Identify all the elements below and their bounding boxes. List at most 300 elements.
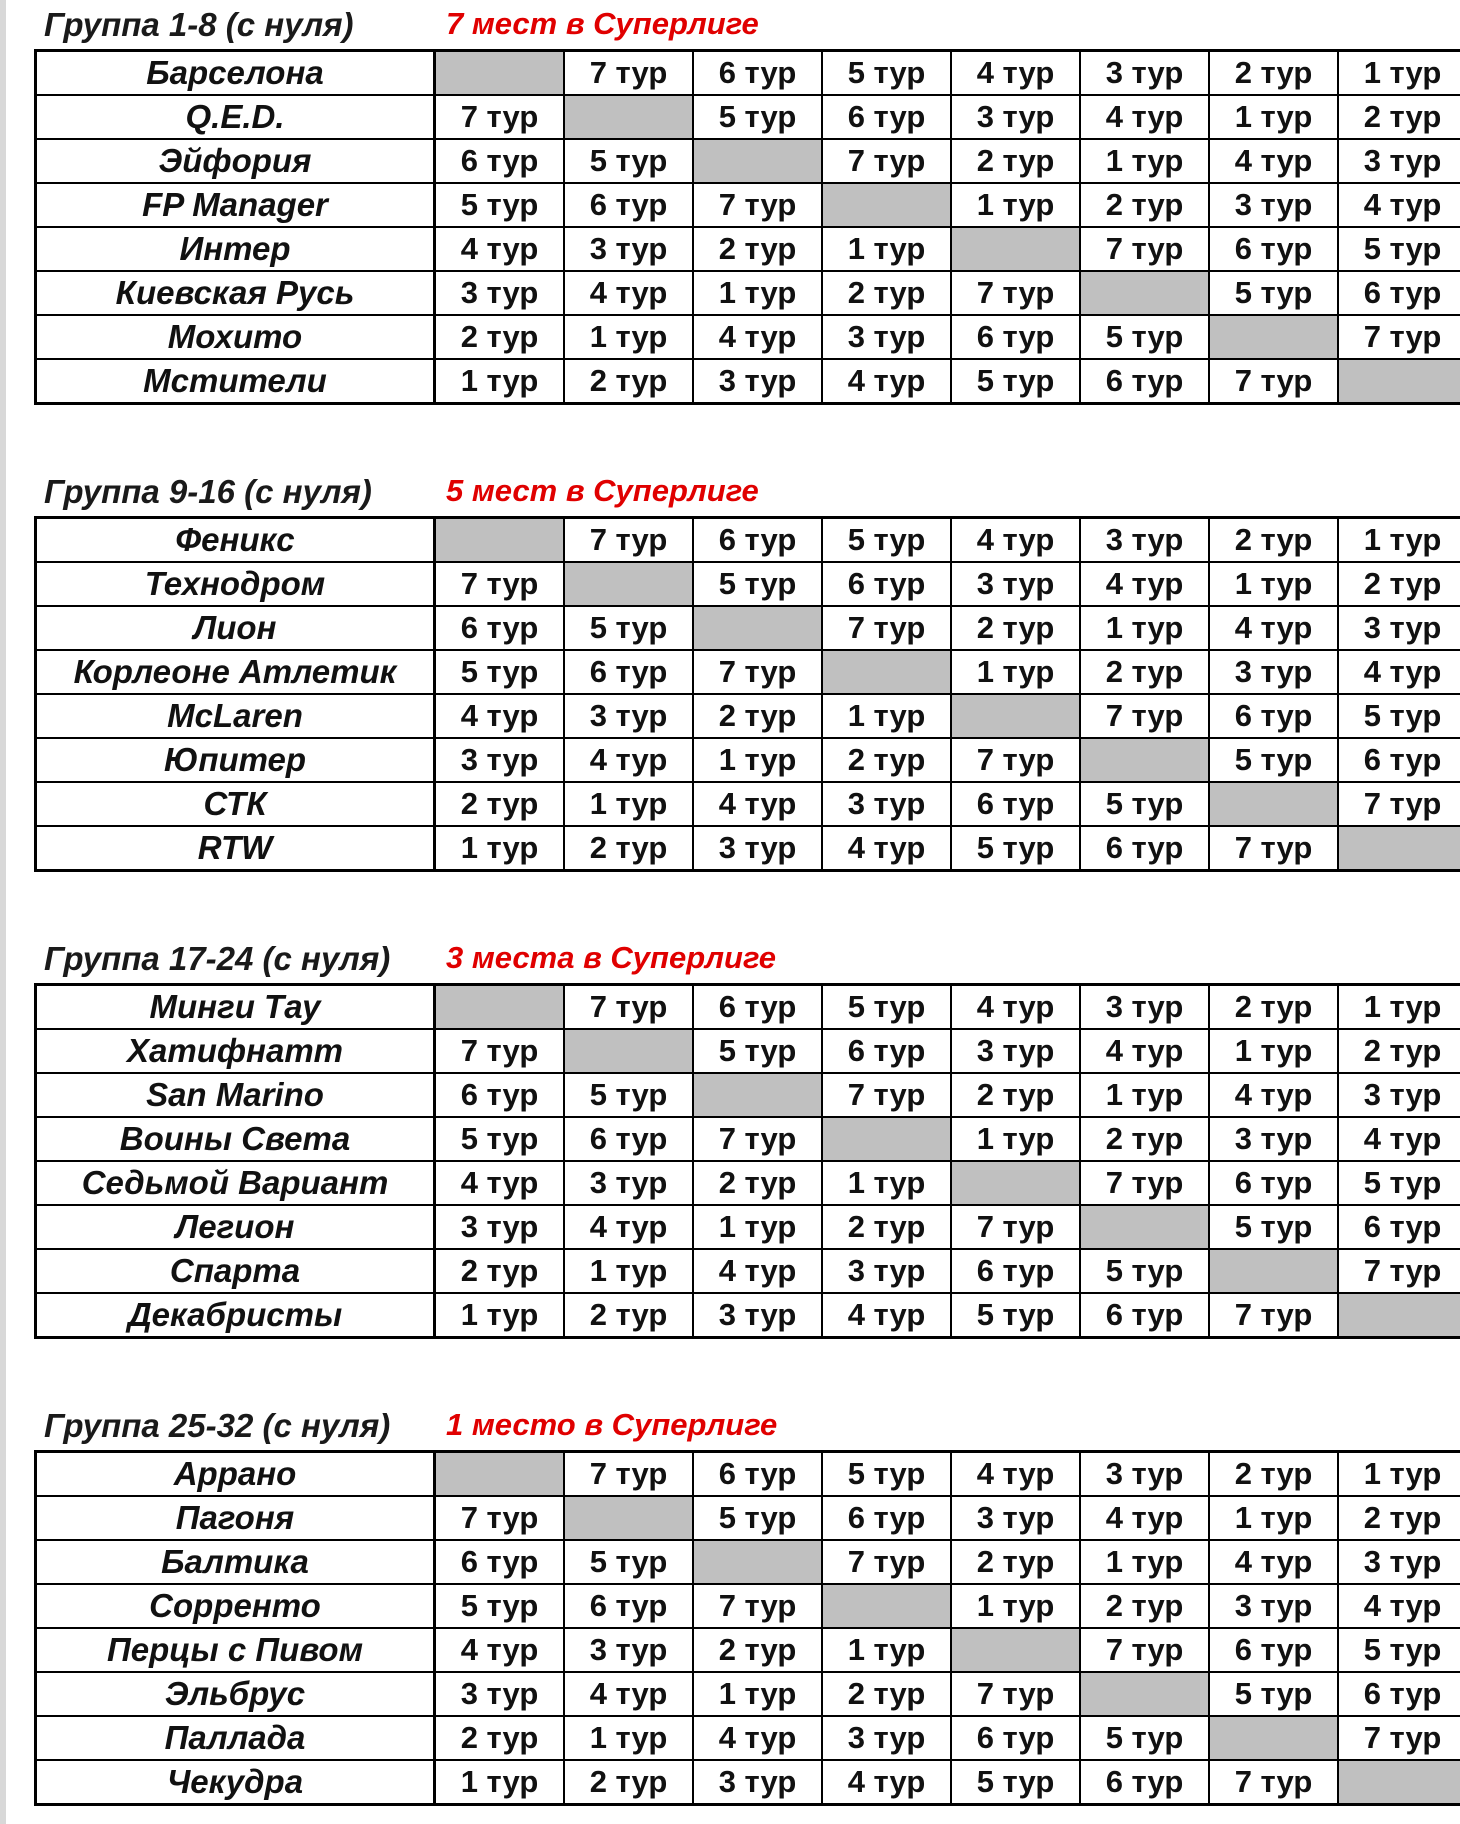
team-name: СТК <box>36 782 435 826</box>
round-cell: 5 тур <box>435 1117 565 1161</box>
round-cell: 7 тур <box>693 1584 822 1628</box>
round-cell: 1 тур <box>1209 1496 1338 1540</box>
round-cell: 4 тур <box>435 227 565 271</box>
round-cell: 2 тур <box>693 1161 822 1205</box>
round-cell: 3 тур <box>693 826 822 871</box>
round-cell: 1 тур <box>435 826 565 871</box>
round-cell: 7 тур <box>564 518 693 563</box>
table-row <box>36 1628 1460 1672</box>
round-cell: 2 тур <box>435 315 565 359</box>
round-cell: 6 тур <box>435 606 565 650</box>
round-cell: 6 тур <box>693 518 822 563</box>
table-row <box>36 1117 1460 1161</box>
table-row <box>36 985 1460 1030</box>
table-row <box>36 1496 1460 1540</box>
superleague-places: 7 мест в Суперлиге <box>446 6 759 41</box>
round-cell: 6 тур <box>693 1452 822 1497</box>
round-cell: 6 тур <box>564 183 693 227</box>
round-cell: 3 тур <box>564 694 693 738</box>
round-cell: 3 тур <box>435 1672 565 1716</box>
round-cell: 2 тур <box>951 139 1080 183</box>
group-heading <box>34 469 1460 516</box>
round-cell: 1 тур <box>693 271 822 315</box>
round-cell: 2 тур <box>693 227 822 271</box>
table-row <box>36 782 1460 826</box>
table-row <box>36 1584 1460 1628</box>
round-cell: 6 тур <box>822 562 951 606</box>
team-name: Хатифнатт <box>36 1029 435 1073</box>
team-name: Аррано <box>36 1452 435 1497</box>
superleague-places: 3 места в Суперлиге <box>446 940 776 975</box>
round-cell: 5 тур <box>822 51 951 96</box>
round-cell: 4 тур <box>822 826 951 871</box>
team-name: Минги Тау <box>36 985 435 1030</box>
round-cell: 2 тур <box>564 826 693 871</box>
self-match-blank-cell <box>435 51 565 96</box>
team-name: FP Manager <box>36 183 435 227</box>
self-match-blank-cell <box>822 1117 951 1161</box>
round-cell: 6 тур <box>822 1029 951 1073</box>
round-cell: 6 тур <box>1209 694 1338 738</box>
round-cell: 4 тур <box>564 271 693 315</box>
round-cell: 3 тур <box>1338 1073 1460 1117</box>
round-cell: 2 тур <box>435 1716 565 1760</box>
round-cell: 2 тур <box>1209 51 1338 96</box>
round-cell: 6 тур <box>435 1540 565 1584</box>
round-cell: 1 тур <box>564 315 693 359</box>
round-cell: 1 тур <box>822 1161 951 1205</box>
round-cell: 4 тур <box>1209 1540 1338 1584</box>
round-cell: 2 тур <box>1209 1452 1338 1497</box>
round-cell: 1 тур <box>435 1293 565 1338</box>
table-row <box>36 562 1460 606</box>
round-cell: 5 тур <box>693 1496 822 1540</box>
round-cell: 7 тур <box>435 95 565 139</box>
round-cell: 4 тур <box>564 1672 693 1716</box>
self-match-blank-cell <box>564 1496 693 1540</box>
team-name: Воины Света <box>36 1117 435 1161</box>
round-cell: 1 тур <box>435 1760 565 1805</box>
round-cell: 7 тур <box>822 1540 951 1584</box>
round-cell: 1 тур <box>1338 51 1460 96</box>
round-cell: 7 тур <box>951 1672 1080 1716</box>
self-match-blank-cell <box>1209 1249 1338 1293</box>
table-row <box>36 1029 1460 1073</box>
self-match-blank-cell <box>435 518 565 563</box>
round-cell: 7 тур <box>1080 1628 1209 1672</box>
round-cell: 4 тур <box>435 1161 565 1205</box>
table-row <box>36 1249 1460 1293</box>
self-match-blank-cell <box>693 139 822 183</box>
round-cell: 4 тур <box>564 738 693 782</box>
round-cell: 5 тур <box>564 606 693 650</box>
table-row <box>36 606 1460 650</box>
round-cell: 1 тур <box>1209 562 1338 606</box>
round-cell: 4 тур <box>1080 562 1209 606</box>
round-cell: 4 тур <box>1209 1073 1338 1117</box>
team-name: McLaren <box>36 694 435 738</box>
round-cell: 4 тур <box>1080 1496 1209 1540</box>
table-row <box>36 1161 1460 1205</box>
round-cell: 6 тур <box>1338 1205 1460 1249</box>
round-cell: 5 тур <box>564 1540 693 1584</box>
team-name: Мохито <box>36 315 435 359</box>
round-cell: 6 тур <box>951 1249 1080 1293</box>
round-cell: 7 тур <box>822 139 951 183</box>
round-cell: 4 тур <box>822 1293 951 1338</box>
round-cell: 1 тур <box>564 782 693 826</box>
round-cell: 7 тур <box>1338 1716 1460 1760</box>
round-cell: 2 тур <box>951 1073 1080 1117</box>
round-cell: 7 тур <box>822 1073 951 1117</box>
round-cell: 2 тур <box>1080 183 1209 227</box>
round-cell: 5 тур <box>693 562 822 606</box>
table-row <box>36 738 1460 782</box>
team-name: Седьмой Вариант <box>36 1161 435 1205</box>
table-row <box>36 139 1460 183</box>
self-match-blank-cell <box>1209 315 1338 359</box>
round-cell: 3 тур <box>951 95 1080 139</box>
round-cell: 2 тур <box>693 694 822 738</box>
round-cell: 3 тур <box>1080 1452 1209 1497</box>
schedule-table <box>34 49 1460 405</box>
round-cell: 5 тур <box>693 95 822 139</box>
round-cell: 2 тур <box>564 1760 693 1805</box>
round-cell: 4 тур <box>1338 1117 1460 1161</box>
round-cell: 3 тур <box>564 1161 693 1205</box>
round-cell: 1 тур <box>1080 1073 1209 1117</box>
self-match-blank-cell <box>564 95 693 139</box>
round-cell: 3 тур <box>951 1029 1080 1073</box>
round-cell: 4 тур <box>951 985 1080 1030</box>
group-heading <box>34 936 1460 983</box>
round-cell: 6 тур <box>1080 1760 1209 1805</box>
round-cell: 5 тур <box>1209 1672 1338 1716</box>
round-cell: 1 тур <box>822 694 951 738</box>
round-cell: 2 тур <box>1338 1029 1460 1073</box>
round-cell: 1 тур <box>1338 1452 1460 1497</box>
schedule-table <box>34 516 1460 872</box>
round-cell: 1 тур <box>693 1205 822 1249</box>
group-heading <box>34 1403 1460 1450</box>
table-row <box>36 1452 1460 1497</box>
self-match-blank-cell <box>564 1029 693 1073</box>
round-cell: 4 тур <box>435 1628 565 1672</box>
round-cell: 2 тур <box>564 1293 693 1338</box>
round-cell: 4 тур <box>693 1716 822 1760</box>
round-cell: 7 тур <box>1209 359 1338 404</box>
table-row <box>36 315 1460 359</box>
round-cell: 5 тур <box>822 518 951 563</box>
self-match-blank-cell <box>693 1540 822 1584</box>
round-cell: 1 тур <box>1338 518 1460 563</box>
round-cell: 6 тур <box>822 1496 951 1540</box>
self-match-blank-cell <box>1338 826 1460 871</box>
table-row <box>36 694 1460 738</box>
round-cell: 6 тур <box>1209 227 1338 271</box>
round-cell: 2 тур <box>1209 985 1338 1030</box>
round-cell: 1 тур <box>951 1117 1080 1161</box>
table-row <box>36 1293 1460 1338</box>
round-cell: 6 тур <box>1338 271 1460 315</box>
round-cell: 6 тур <box>435 1073 565 1117</box>
round-cell: 5 тур <box>435 183 565 227</box>
round-cell: 3 тур <box>1209 183 1338 227</box>
self-match-blank-cell <box>1080 271 1209 315</box>
round-cell: 3 тур <box>693 359 822 404</box>
self-match-blank-cell <box>1080 1205 1209 1249</box>
round-cell: 7 тур <box>951 271 1080 315</box>
round-cell: 2 тур <box>1080 650 1209 694</box>
round-cell: 6 тур <box>564 1117 693 1161</box>
self-match-blank-cell <box>1209 1716 1338 1760</box>
round-cell: 5 тур <box>564 139 693 183</box>
superleague-places: 5 мест в Суперлиге <box>446 473 759 508</box>
team-name: Киевская Русь <box>36 271 435 315</box>
round-cell: 5 тур <box>693 1029 822 1073</box>
table-row <box>36 95 1460 139</box>
team-name: Барселона <box>36 51 435 96</box>
round-cell: 1 тур <box>951 183 1080 227</box>
round-cell: 3 тур <box>822 782 951 826</box>
round-cell: 4 тур <box>1338 650 1460 694</box>
self-match-blank-cell <box>435 985 565 1030</box>
round-cell: 3 тур <box>1080 985 1209 1030</box>
round-cell: 3 тур <box>1338 606 1460 650</box>
round-cell: 7 тур <box>1338 315 1460 359</box>
round-cell: 7 тур <box>951 1205 1080 1249</box>
round-cell: 4 тур <box>951 1452 1080 1497</box>
round-cell: 4 тур <box>1080 1029 1209 1073</box>
round-cell: 4 тур <box>1338 1584 1460 1628</box>
group-section <box>34 469 1460 872</box>
round-cell: 4 тур <box>693 1249 822 1293</box>
round-cell: 3 тур <box>1338 139 1460 183</box>
team-name: Сорренто <box>36 1584 435 1628</box>
group-title: Группа 9-16 (с нуля) <box>44 473 372 510</box>
round-cell: 5 тур <box>1080 1249 1209 1293</box>
table-row <box>36 1760 1460 1805</box>
round-cell: 7 тур <box>693 1117 822 1161</box>
round-cell: 3 тур <box>822 315 951 359</box>
round-cell: 5 тур <box>435 1584 565 1628</box>
round-cell: 3 тур <box>564 1628 693 1672</box>
round-cell: 4 тур <box>822 359 951 404</box>
round-cell: 6 тур <box>1209 1628 1338 1672</box>
team-name: Паллада <box>36 1716 435 1760</box>
self-match-blank-cell <box>693 1073 822 1117</box>
table-row <box>36 1205 1460 1249</box>
schedule-table <box>34 1450 1460 1806</box>
team-name: Декабристы <box>36 1293 435 1338</box>
round-cell: 3 тур <box>1209 650 1338 694</box>
group-heading <box>34 2 1460 49</box>
round-cell: 6 тур <box>435 139 565 183</box>
round-cell: 3 тур <box>435 738 565 782</box>
round-cell: 4 тур <box>1209 606 1338 650</box>
round-cell: 3 тур <box>1209 1584 1338 1628</box>
page-left-edge <box>0 0 6 1824</box>
self-match-blank-cell <box>951 227 1080 271</box>
round-cell: 6 тур <box>1209 1161 1338 1205</box>
team-name: Интер <box>36 227 435 271</box>
round-cell: 4 тур <box>1338 183 1460 227</box>
team-name: Юпитер <box>36 738 435 782</box>
round-cell: 7 тур <box>1080 227 1209 271</box>
round-cell: 6 тур <box>564 650 693 694</box>
round-cell: 3 тур <box>564 227 693 271</box>
round-cell: 2 тур <box>1338 562 1460 606</box>
round-cell: 1 тур <box>693 738 822 782</box>
table-row <box>36 271 1460 315</box>
round-cell: 6 тур <box>951 782 1080 826</box>
round-cell: 7 тур <box>1209 1293 1338 1338</box>
round-cell: 1 тур <box>951 1584 1080 1628</box>
team-name: Эльбрус <box>36 1672 435 1716</box>
round-cell: 5 тур <box>951 1760 1080 1805</box>
round-cell: 7 тур <box>435 1029 565 1073</box>
round-cell: 6 тур <box>1080 1293 1209 1338</box>
round-cell: 7 тур <box>1209 1760 1338 1805</box>
team-name: Мстители <box>36 359 435 404</box>
self-match-blank-cell <box>1080 738 1209 782</box>
team-name: Перцы с Пивом <box>36 1628 435 1672</box>
self-match-blank-cell <box>951 694 1080 738</box>
table-row <box>36 183 1460 227</box>
round-cell: 2 тур <box>1338 1496 1460 1540</box>
round-cell: 5 тур <box>1338 694 1460 738</box>
self-match-blank-cell <box>1080 1672 1209 1716</box>
team-name: Чекудра <box>36 1760 435 1805</box>
round-cell: 5 тур <box>1209 1205 1338 1249</box>
round-cell: 1 тур <box>1338 985 1460 1030</box>
round-cell: 7 тур <box>564 1452 693 1497</box>
round-cell: 5 тур <box>1080 315 1209 359</box>
round-cell: 5 тур <box>1338 1628 1460 1672</box>
round-cell: 1 тур <box>564 1249 693 1293</box>
round-cell: 2 тур <box>1080 1584 1209 1628</box>
round-cell: 3 тур <box>822 1249 951 1293</box>
self-match-blank-cell <box>564 562 693 606</box>
round-cell: 5 тур <box>822 985 951 1030</box>
table-row <box>36 1540 1460 1584</box>
table-row <box>36 1073 1460 1117</box>
group-title: Группа 17-24 (с нуля) <box>44 940 391 977</box>
round-cell: 6 тур <box>822 95 951 139</box>
round-cell: 6 тур <box>1338 1672 1460 1716</box>
team-name: Технодром <box>36 562 435 606</box>
round-cell: 7 тур <box>564 985 693 1030</box>
group-section <box>34 2 1460 405</box>
table-row <box>36 826 1460 871</box>
round-cell: 5 тур <box>1338 227 1460 271</box>
round-cell: 6 тур <box>951 315 1080 359</box>
self-match-blank-cell <box>951 1161 1080 1205</box>
self-match-blank-cell <box>822 183 951 227</box>
round-cell: 6 тур <box>1080 826 1209 871</box>
round-cell: 3 тур <box>435 271 565 315</box>
round-cell: 1 тур <box>1080 139 1209 183</box>
round-cell: 6 тур <box>564 1584 693 1628</box>
round-cell: 2 тур <box>822 271 951 315</box>
round-cell: 7 тур <box>435 562 565 606</box>
round-cell: 7 тур <box>435 1496 565 1540</box>
round-cell: 3 тур <box>693 1760 822 1805</box>
round-cell: 3 тур <box>1338 1540 1460 1584</box>
round-cell: 7 тур <box>822 606 951 650</box>
round-cell: 7 тур <box>693 650 822 694</box>
table-row <box>36 359 1460 404</box>
round-cell: 3 тур <box>822 1716 951 1760</box>
team-name: RTW <box>36 826 435 871</box>
round-cell: 1 тур <box>564 1716 693 1760</box>
table-row <box>36 650 1460 694</box>
round-cell: 2 тур <box>1338 95 1460 139</box>
round-cell: 5 тур <box>435 650 565 694</box>
round-cell: 5 тур <box>1209 738 1338 782</box>
self-match-blank-cell <box>435 1452 565 1497</box>
team-name: Спарта <box>36 1249 435 1293</box>
table-row <box>36 227 1460 271</box>
round-cell: 5 тур <box>951 359 1080 404</box>
team-name: Эйфория <box>36 139 435 183</box>
team-name: Феникс <box>36 518 435 563</box>
self-match-blank-cell <box>1338 359 1460 404</box>
self-match-blank-cell <box>951 1628 1080 1672</box>
round-cell: 5 тур <box>951 1293 1080 1338</box>
round-cell: 1 тур <box>693 1672 822 1716</box>
round-cell: 4 тур <box>822 1760 951 1805</box>
round-cell: 7 тур <box>1338 1249 1460 1293</box>
round-cell: 7 тур <box>693 183 822 227</box>
round-cell: 6 тур <box>951 1716 1080 1760</box>
round-cell: 4 тур <box>1080 95 1209 139</box>
round-cell: 2 тур <box>435 782 565 826</box>
self-match-blank-cell <box>822 1584 951 1628</box>
round-cell: 3 тур <box>1080 51 1209 96</box>
round-cell: 7 тур <box>1338 782 1460 826</box>
round-cell: 2 тур <box>1080 1117 1209 1161</box>
round-cell: 4 тур <box>435 694 565 738</box>
round-cell: 1 тур <box>951 650 1080 694</box>
round-cell: 4 тур <box>693 782 822 826</box>
table-row <box>36 518 1460 563</box>
round-cell: 6 тур <box>693 985 822 1030</box>
round-cell: 5 тур <box>564 1073 693 1117</box>
round-cell: 3 тур <box>1080 518 1209 563</box>
round-cell: 3 тур <box>435 1205 565 1249</box>
round-cell: 1 тур <box>1080 606 1209 650</box>
table-row <box>36 1672 1460 1716</box>
table-row <box>36 51 1460 96</box>
round-cell: 2 тур <box>1209 518 1338 563</box>
team-name: Лион <box>36 606 435 650</box>
round-cell: 7 тур <box>1209 826 1338 871</box>
team-name: Q.E.D. <box>36 95 435 139</box>
round-cell: 1 тур <box>1080 1540 1209 1584</box>
round-cell: 1 тур <box>822 1628 951 1672</box>
round-cell: 5 тур <box>1209 271 1338 315</box>
round-cell: 2 тур <box>822 738 951 782</box>
round-cell: 2 тур <box>822 1672 951 1716</box>
round-cell: 1 тур <box>1209 1029 1338 1073</box>
round-cell: 1 тур <box>1209 95 1338 139</box>
self-match-blank-cell <box>1338 1760 1460 1805</box>
round-cell: 2 тур <box>693 1628 822 1672</box>
team-name: San Marino <box>36 1073 435 1117</box>
self-match-blank-cell <box>1209 782 1338 826</box>
team-name: Корлеоне Атлетик <box>36 650 435 694</box>
